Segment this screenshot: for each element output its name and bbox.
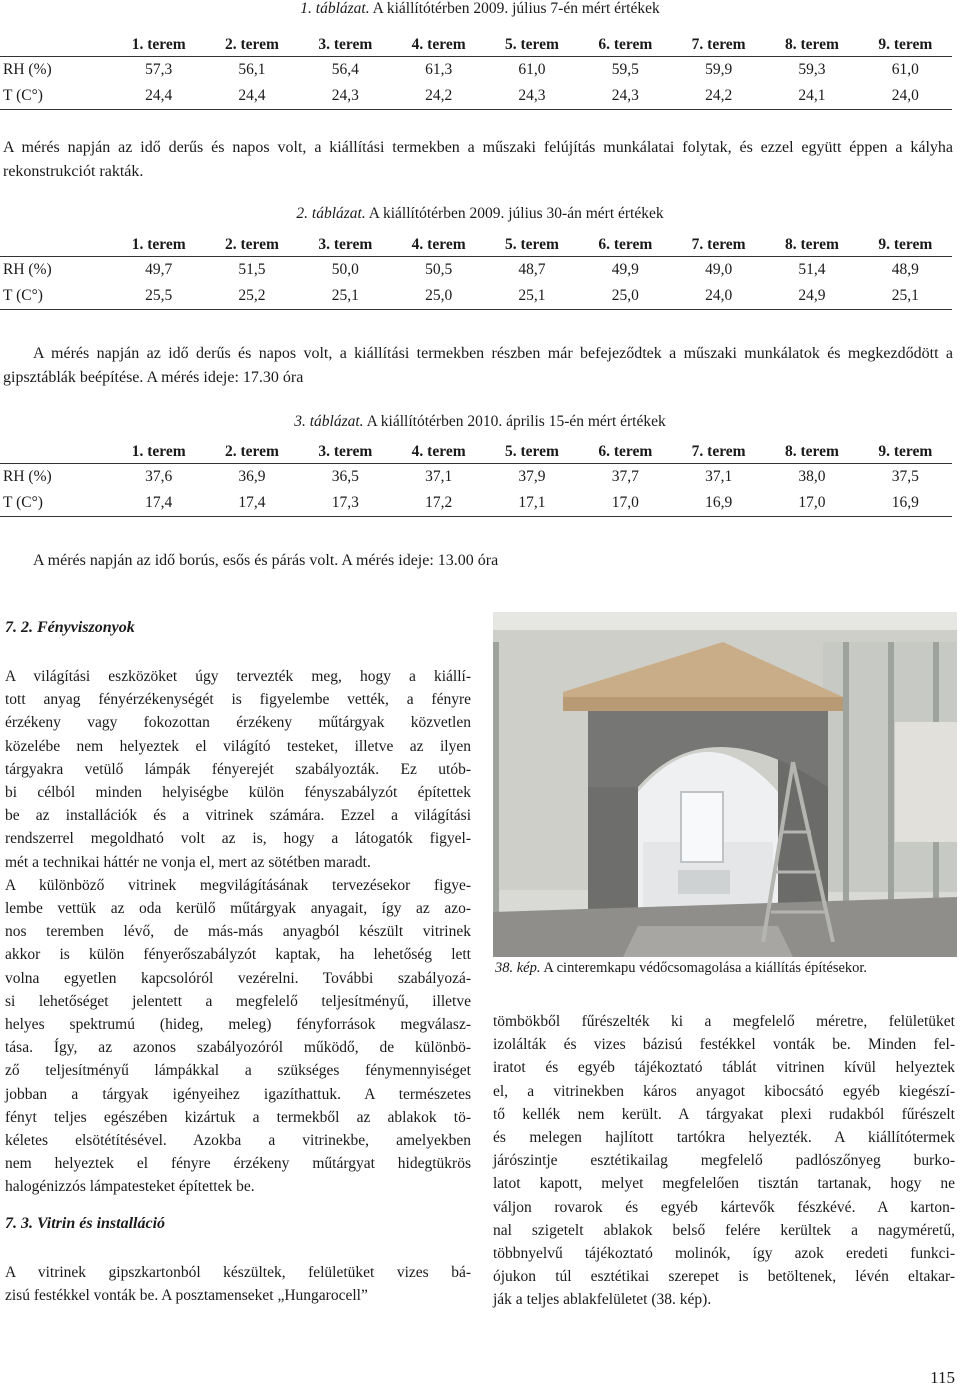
table-3-header: 4. terem — [411, 443, 466, 460]
table-2-header: 4. terem — [411, 236, 466, 253]
table-3-header: 9. terem — [878, 443, 933, 460]
table-cell: 59,5 — [611, 61, 639, 78]
table-row — [0, 283, 952, 310]
text-line: bi célból minden helyiségbe külön fényszabályzót építettek — [5, 784, 471, 802]
table-3 — [0, 441, 952, 517]
text-line: el, a vitrinekben káros anyagot kibocsátó egyéb kiegészí- — [493, 1082, 955, 1100]
table-row — [0, 257, 952, 284]
table-cell: 17,2 — [425, 494, 453, 511]
table-cell: 16,9 — [891, 494, 919, 511]
table-cell: 49,9 — [611, 261, 639, 278]
table-2-header: 5. terem — [505, 236, 559, 253]
table-1-header: 2. terem — [225, 36, 279, 53]
table-cell: 37,5 — [891, 468, 919, 485]
text-line: ző teljesítményű lámpákkal a szükséges fénymennyiséget — [5, 1062, 471, 1080]
table-cell: 37,1 — [705, 468, 733, 485]
table-3-caption-label: 3. táblázat. — [294, 413, 364, 430]
table-3-header: 1. terem — [131, 443, 186, 460]
row-label: T (C°) — [3, 287, 43, 304]
table-cell: 36,5 — [331, 468, 359, 485]
text-line: tő kellék nem került. A tárgyakat plexi rudakból fűrészelt — [493, 1105, 955, 1123]
table-cell: 48,7 — [518, 261, 546, 278]
page-number: 115 — [930, 1368, 955, 1387]
table-cell: 25,5 — [145, 287, 173, 304]
table-cell: 24,2 — [705, 87, 733, 104]
section-heading-vitrine: 7. 3. Vitrin és installáció — [5, 1215, 166, 1232]
table-cell: 51,4 — [798, 261, 826, 278]
table-2-caption-text: A kiállítótérben 2009. július 30-án mért értékek — [368, 205, 664, 222]
table-cell: 24,0 — [705, 287, 733, 304]
section-lighting-text — [5, 665, 471, 1199]
paragraph-1: A mérés napján az idő derűs és napos volt, a kiállítási termekben a műszaki felújítás munkálatai folytak, és ezzel együtt éppen a kályha rekonstrukciót rakták. — [3, 139, 953, 180]
table-cell: 25,1 — [891, 287, 919, 304]
table-3-caption-text: A kiállítótérben 2010. április 15-én mért értékek — [366, 413, 666, 430]
table-row — [0, 83, 952, 110]
table-cell: 24,1 — [798, 87, 826, 104]
table-cell: 24,3 — [518, 87, 546, 104]
table-2 — [0, 234, 952, 310]
table-cell: 59,9 — [705, 61, 733, 78]
table-cell: 37,7 — [611, 468, 639, 485]
text-line: járószintje esztétikailag megfelelő padlószőnyeg burko- — [493, 1152, 955, 1170]
table-3-header-row — [0, 441, 952, 464]
table-cell: 61,0 — [518, 61, 546, 78]
table-cell: 24,4 — [238, 87, 266, 104]
table-2-header: 7. terem — [691, 236, 746, 253]
row-label: RH (%) — [3, 61, 52, 78]
table-1-header: 5. terem — [505, 36, 559, 53]
text-line: nem helyeztek el fényre érzékeny műtárgyat hidegtükrös — [5, 1155, 471, 1173]
table-cell: 17,1 — [518, 494, 546, 511]
table-2-header: 3. terem — [318, 236, 373, 253]
table-cell: 17,4 — [145, 494, 173, 511]
table-row — [0, 464, 952, 491]
text-line: halogénizzós lámpatesteket építettek be. — [5, 1178, 255, 1196]
table-cell: 16,9 — [705, 494, 733, 511]
table-cell: 25,2 — [238, 287, 266, 304]
table-cell: 37,9 — [518, 468, 546, 485]
table-cell: 49,7 — [145, 261, 173, 278]
table-cell: 17,0 — [611, 494, 639, 511]
table-cell: 48,9 — [891, 261, 919, 278]
row-label: T (C°) — [3, 87, 43, 104]
table-1-caption-text: A kiállítótérben 2009. július 7-én mért értékek — [372, 0, 660, 17]
table-row — [0, 490, 952, 517]
table-cell: 24,4 — [145, 87, 173, 104]
text-line: A különböző vitrinek megvilágításának tervezésekor figye- — [5, 876, 471, 894]
text-line: közelébe nem helyeztek el világító testeket, illetve az ilyen — [5, 737, 471, 755]
row-label: RH (%) — [3, 261, 52, 278]
table-3-header: 8. terem — [784, 443, 839, 460]
table-cell: 37,6 — [145, 468, 173, 485]
table-cell: 24,9 — [798, 287, 826, 304]
text-line: kéletes elsötétítésével. Azokba a vitrinekbe, amelyekben — [5, 1132, 471, 1150]
table-cell: 36,9 — [238, 468, 266, 485]
figure-38-caption — [495, 960, 955, 977]
text-line: A vitrinek gipszkartonból készültek, felületüket vizes bá- — [5, 1264, 471, 1281]
text-line: tása. Így, az azonos szabályozóról működő, de különbö- — [5, 1039, 471, 1057]
table-3-header: 3. terem — [318, 443, 373, 460]
table-cell: 56,1 — [238, 61, 266, 78]
table-cell: 59,3 — [798, 61, 826, 78]
text-line: volna egyetlen kapcsolóról vezérelni. További szabályozá- — [5, 969, 471, 987]
table-cell: 24,2 — [425, 87, 453, 104]
table-cell: 17,4 — [238, 494, 266, 511]
paragraph-3: A mérés napján az idő borús, esős és párás volt. A mérés ideje: 13.00 óra — [33, 552, 499, 569]
table-1-header: 6. terem — [598, 36, 653, 53]
text-line: ják a teljes ablakfelületet (38. kép). — [493, 1291, 712, 1309]
table-row — [0, 57, 952, 84]
table-cell: 25,1 — [331, 287, 359, 304]
figure-label: 38. kép. — [495, 960, 541, 976]
table-1 — [0, 34, 952, 110]
table-3-header: 5. terem — [505, 443, 559, 460]
text-line: nos teremben lévő, de más-más anyagból készült vitrinek — [5, 923, 471, 941]
table-cell: 61,0 — [891, 61, 919, 78]
text-line: nal szigetelt ablakok belső felére kerültek a nagyméretű, — [493, 1221, 955, 1239]
table-1-header: 7. terem — [691, 36, 746, 53]
table-cell: 51,5 — [238, 261, 266, 278]
construction-photo-illustration — [493, 612, 957, 957]
table-cell: 17,0 — [798, 494, 826, 511]
table-1-header: 8. terem — [784, 36, 839, 53]
table-cell: 56,4 — [331, 61, 359, 78]
table-cell: 37,1 — [425, 468, 453, 485]
table-1-header: 4. terem — [411, 36, 466, 53]
text-line: és melegen hajlított tartókra helyezték. A kiállítótermek — [493, 1129, 955, 1147]
table-2-header-row — [0, 234, 952, 257]
text-line: rendszerrel megoldható volt az is, hogy a látogatók figyel- — [5, 830, 471, 848]
table-cell: 24,0 — [891, 87, 919, 104]
text-line: helyes spektrumú (hideg, meleg) fényforrások megválasz- — [5, 1016, 471, 1034]
table-3-header: 7. terem — [691, 443, 746, 460]
text-line: izolálták és vizes bázisú festékkel vonták be. Minden fel- — [493, 1036, 955, 1054]
text-line: iratot és egyéb tájékoztató táblát vitrinen kívül helyeztek — [493, 1059, 955, 1077]
table-cell: 24,3 — [611, 87, 639, 104]
text-line: fényt teljes egészében kizártuk a termekből az ablakok tö- — [5, 1108, 471, 1126]
table-1-caption — [0, 0, 960, 18]
table-1-header: 1. terem — [131, 36, 186, 53]
table-3-header: 6. terem — [598, 443, 653, 460]
text-line: ójukon túl esztétikai szerepet is betöltenek, lévén eltakar- — [493, 1268, 955, 1286]
table-1-header: 9. terem — [878, 36, 933, 53]
text-line: jobban a tárgyak igényeihez igazíthattuk. A természetes — [5, 1085, 471, 1103]
row-label: T (C°) — [3, 494, 43, 511]
figure-38-photo — [493, 612, 957, 957]
table-2-header: 1. terem — [131, 236, 186, 253]
table-2-header: 6. terem — [598, 236, 653, 253]
table-2-header: 2. terem — [225, 236, 279, 253]
text-line: A világítási eszközöket úgy tervezték meg, hogy a kiállí- — [5, 668, 471, 685]
text-line: be az installációk és a vitrinek számára. Ezzel a világítási — [5, 807, 471, 825]
section-heading-lighting: 7. 2. Fényviszonyok — [5, 619, 135, 636]
table-2-caption-label: 2. táblázat. — [296, 205, 366, 222]
text-line: többnyelvű tájékoztató molinók, így azok eredeti funkci- — [493, 1245, 955, 1263]
table-1-header: 3. terem — [318, 36, 373, 53]
text-line: váljon rovarok és egyéb kártevők fészkévé. A karton- — [493, 1198, 955, 1216]
table-2-header: 9. terem — [878, 236, 933, 253]
table-3-caption — [0, 413, 960, 431]
table-2-caption — [0, 205, 960, 223]
paragraph-2: A mérés napján az idő derűs és napos volt, a kiállítási termekben részben már befejeződtek a műszaki munkálatok és megkezdődött a gipsztáblák beépítése. A mérés ideje: 17.30 óra — [3, 345, 953, 386]
section-vitrine-text — [5, 1261, 471, 1307]
row-label: RH (%) — [3, 468, 52, 485]
table-cell: 17,3 — [331, 494, 359, 511]
table-cell: 25,0 — [425, 287, 453, 304]
table-cell: 25,0 — [611, 287, 639, 304]
text-line: tott anyag fényérzékenységét is figyelembe vették, a fényre — [5, 691, 471, 709]
table-cell: 50,0 — [331, 261, 359, 278]
text-line: érzékeny vagy fokozottan érzékeny műtárgyak közvetlen — [5, 714, 471, 732]
table-3-header: 2. terem — [225, 443, 279, 460]
table-1-caption-label: 1. táblázat. — [300, 0, 370, 17]
table-1-header-row — [0, 34, 952, 57]
text-line: mét a technikai háttér ne vonja el, mert az sötétben maradt. — [5, 853, 371, 871]
table-cell: 61,3 — [425, 61, 453, 78]
table-cell: 24,3 — [331, 87, 359, 104]
text-line: latot kapott, melyet megfelelően tisztán tartanak, hogy ne — [493, 1175, 955, 1193]
table-cell: 57,3 — [145, 61, 173, 78]
table-cell: 38,0 — [798, 468, 826, 485]
text-line: si lehetőséget jelentett a megfelelő teljesítményű, illetve — [5, 992, 471, 1010]
text-line: tárgyakra vetülő lámpák fényerejét szabályozták. Ez utób- — [5, 760, 471, 778]
table-cell: 49,0 — [705, 261, 733, 278]
table-cell: 50,5 — [425, 261, 453, 278]
figure-caption-text: A cinteremkapu védőcsomagolása a kiállítás építésekor. — [543, 960, 868, 976]
table-2-header: 8. terem — [784, 236, 839, 253]
text-line: tömbökből fűrészelték ki a megfelelő méretre, felületüket — [493, 1013, 955, 1030]
text-line: lembe vettük az oda kerülő műtárgyak anyagait, így az azo- — [5, 900, 471, 918]
right-column-text — [493, 1010, 955, 1312]
text-line: zisú festékkel vonták be. A posztamenseket „Hungarocell” — [5, 1287, 368, 1305]
table-cell: 25,1 — [518, 287, 546, 304]
text-line: akkor is külön fényerőszabályzót kaptak, ha lehetőség lett — [5, 946, 471, 964]
